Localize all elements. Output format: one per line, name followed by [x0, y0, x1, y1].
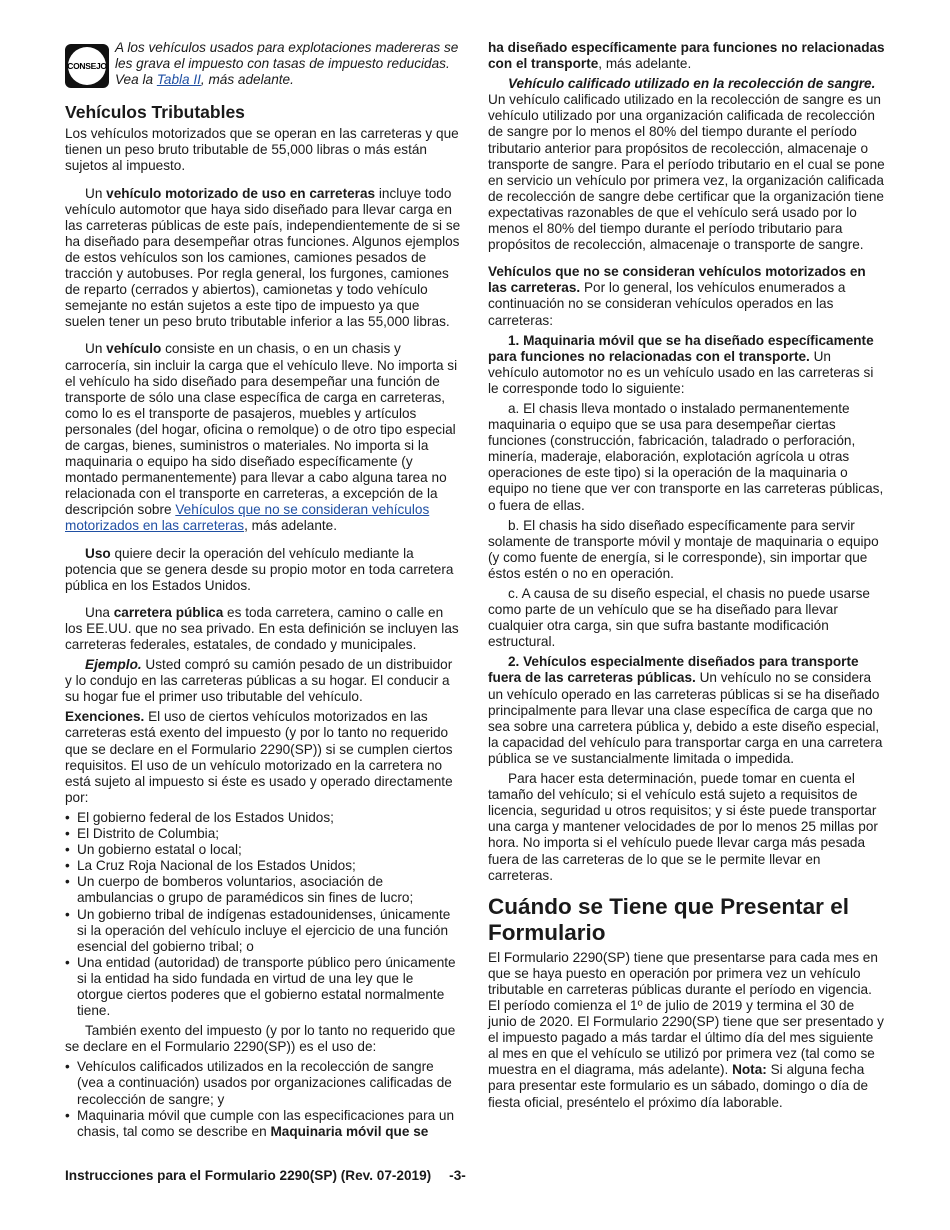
text: El uso de ciertos vehículos motorizados en las carreteras está exento del impuesto (y por lo tanto no requerido que se declare en el Formulario 2290(SP)) si se cumplen ciertos requisitos. El uso de un vehículo motorizado en la carretera no está sujeto al impuesto si éste es usado y operado directamente por:: [65, 709, 453, 805]
section-heading-when-to-file: Cuándo se Tiene que Presentar el Formulario: [488, 893, 849, 945]
term-highway-vehicle: vehículo motorizado de uso en carreteras: [106, 185, 376, 201]
text: Si alguna fecha para presentar este formulario es un sábado, domingo o día de fiesta oficial, preséntelo el próximo día laborable.: [488, 1062, 869, 1110]
term-public-highway: carretera pública: [113, 604, 224, 620]
paragraph-also-exempt: También exento del impuesto (y por lo tanto no requerido que se declare en el Formulario 2290(SP)) es el uso de:: [65, 1023, 456, 1055]
term-example: Ejemplo.: [85, 657, 142, 673]
item-c: c. A causa de su diseño especial, el chasis no puede usarse como parte de un vehículo que se ha diseñado para llevar cualquier otra carga, sin que sufra bastante modificación estructural.: [488, 586, 870, 650]
text: Maquinaria móvil que cumple con las especificaciones para un chasis, tal como se describe en: [77, 1107, 455, 1139]
item-b: b. El chasis ha sido diseñado específicamente para servir solamente de transporte móvil y montaje de maquinaria o equipo (y como fuente de energía, si le corresponde), sin importar que éstos estén o no en operación.: [488, 517, 879, 581]
paragraph-intro: Los vehículos motorizados que se operan en las carreteras y que tienen un peso bruto tributable de 55,000 libras o más están sujetos al impuesto.: [65, 126, 459, 174]
text: El Formulario 2290(SP) tiene que presentarse para cada mes en que se haya puesto en operación por primera vez un vehículo tributable en carreteras públicas durante el período en vigencia. El período comienza el 1º de julio de 2019 y termina el 30 de junio de 2020. El Formulario 2290(SP) tiene que ser presentado y el impuesto pagado a más tardar el último día del mes siguiente al mes en que el vehículo se utilizó por primera vez (tal como se muestra en el diagrama, más adelante).: [488, 949, 884, 1078]
paragraph-highway-vehicle: [65, 186, 462, 331]
item-2: [488, 654, 885, 767]
tip-box: [65, 40, 462, 88]
page-footer: [65, 1168, 466, 1183]
term-vehicle: vehículo: [106, 341, 162, 357]
term-use: Uso: [85, 545, 111, 561]
term-mobile-machinery: Maquinaria móvil que se: [270, 1123, 429, 1139]
term-exemptions: Exenciones.: [65, 709, 145, 725]
list-item: • Un gobierno tribal de indígenas estadounidenses, únicamente si la operación del vehículo incluye el ejercicio de una función esencial del gobierno tribal; o: [65, 907, 462, 955]
paragraph-blood-collector: [488, 76, 885, 253]
paragraph-non-highway: [488, 264, 885, 328]
paragraph-use: [65, 546, 462, 594]
paragraph-exemptions: [65, 709, 462, 806]
paragraph-vehicle-definition: [65, 341, 462, 534]
term-note: Nota:: [732, 1062, 767, 1078]
list-item: • Vehículos calificados utilizados en la recolección de sangre (vea a continuación) usados por organizaciones calificadas de recolección de sangre; y: [65, 1059, 462, 1107]
text: Un: [85, 185, 107, 201]
text: es toda carretera, camino o calle en los EE.UU. que no sea privado. En esta definición se incluyen las carreteras federales, estatales, de condado y municipales.: [65, 604, 459, 652]
paragraph-example: [65, 657, 462, 705]
tip-badge: [68, 47, 106, 85]
text: , más adelante.: [244, 518, 338, 534]
tabla-ii-link[interactable]: Tabla II: [156, 72, 201, 88]
paragraph-determination: Para hacer esta determinación, puede tomar en cuenta el tamaño del vehículo; si el vehículo está sujeto a requisitos de licencia, seguridad u otros requisitos; y si éste puede transportar una carga y mantener velocidades de por lo menos 25 millas por hora. No importa si el vehículo puede llevar carga más pesada fuera de las carreteras de lo que se le permite llevar en carreteras.: [488, 771, 878, 883]
list-item: • Un cuerpo de bomberos voluntarios, asociación de ambulancias o grupo de paramédicos sin fines de lucro;: [65, 874, 462, 906]
list-item: • El gobierno federal de los Estados Unidos;: [65, 810, 462, 826]
text: , más adelante.: [598, 56, 692, 72]
text: Usted compró su camión pesado de un distribuidor y lo condujo en las carreteras públicas a su hogar. El conducir a su hogar fue el primer uso tributable del vehículo.: [65, 657, 453, 705]
item-1: [488, 333, 885, 397]
text: Una: [85, 604, 114, 620]
list-item: • Un gobierno estatal o local;: [65, 842, 462, 858]
text: Un: [85, 341, 107, 357]
paragraph-when-to-file: [488, 950, 885, 1111]
text: incluye todo vehículo automotor que haya sido diseñado para llevar carga en las carreteras públicas de este país, independientemente de si se ha diseñado para desempeñar otras funciones. Algunos ejemplos de estos vehículos son los camiones, camiones pesados de tracción y autobuses. Por regla general, los furgones, camiones de reparto (cerrados y abiertos), camionetas y todo vehículo semejante no están sujetos a este tipo de impuesto ya que suelen tener un peso bruto tributable inferior a las 55,000 libras.: [65, 185, 461, 330]
item-2-title: 2. Vehículos especialmente diseñados para transporte fuera de las carreteras públicas.: [488, 654, 859, 686]
text: Por lo general, los vehículos enumerados a continuación no se consideran vehículos operados en las carreteras:: [488, 280, 846, 328]
non-highway-vehicles-link[interactable]: Vehículos que no se consideran vehículos motorizados en las carreteras: [65, 502, 430, 534]
term-blood-collector: Vehículo calificado utilizado en la recolección de sangre.: [508, 76, 876, 92]
tip-text: [115, 40, 462, 88]
left-column: [65, 40, 462, 1144]
tip-icon-label: CONSEJO: [67, 60, 107, 71]
list-item: • Una entidad (autoridad) de transporte público pero únicamente si la entidad ha sido fundada en virtud de una ley que le otorgue ciertos poderes que el gobierno estatal normalmente tiene.: [65, 955, 462, 1019]
text: Un vehículo automotor no es un vehículo usado en las carreteras si le corresponde todo lo siguiente:: [488, 348, 874, 396]
tip-text-a: A los vehículos usados para explotaciones madereras se les grava el impuesto con tasas de impuesto reducidas. Vea la: [115, 40, 459, 88]
tip-text-b: , más adelante.: [200, 72, 294, 88]
section-heading-taxable-vehicles: Vehículos Tributables: [65, 102, 245, 123]
term-non-highway: Vehículos que no se consideran vehículos motorizados en las carreteras.: [488, 264, 866, 296]
list-item: [65, 1108, 462, 1140]
list-item: • La Cruz Roja Nacional de los Estados Unidos;: [65, 858, 462, 874]
text: quiere decir la operación del vehículo mediante la potencia que se genera desde su propio motor en toda carretera pública en los Estados Unidos.: [65, 545, 454, 593]
paragraph-continued: [488, 40, 885, 72]
right-column: [488, 40, 885, 1122]
item-a: a. El chasis lleva montado o instalado permanentemente maquinaria o equipo que se usa para desempeñar ciertas funciones (construcción, fabricación, taladrado o perforación, minería, maderaje, elaboración, explotación agrícola u otras operaciones de este tipo) si la operación de la maquinaria o equipo no tiene que ver con transporte en las carreteras públicas, o fuera de ellas.: [488, 400, 884, 513]
text: Un vehículo no se considera un vehículo operado en las carreteras públicas si se ha diseñado principalmente para llevar una clase específica de carga que no sea sobre una carretera pública y, debido a este diseño especial, la capacidad del vehículo para transportar carga en una carretera pública se ve sustancialmente limitada o impedida.: [488, 670, 883, 766]
consejo-tip-icon: [65, 44, 109, 88]
paragraph-public-highway: [65, 605, 462, 653]
text: consiste en un chasis, o en un chasis y carrocería, sin incluir la carga que el vehículo lleve. No importa si el vehículo ha sido diseñado para desempeñar una función de transporte de sólo una clase específica de carga en carreteras, como lo es el transporte de pasajeros, muebles y artículos personales (del hogar, oficina o remolque) o de otro tipo especial de cargas, bienes, suministros o materiales. No importa si la maquinaria o equipo ha sido diseñado específicamente (y montado permanentemente) para llevar a cabo alguna tarea no relacionada con el transporte en carreteras, a excepción de la descripción sobre: [65, 341, 458, 518]
text: Un vehículo calificado utilizado en la recolección de sangre es un vehículo utilizado por una organización calificada de recolección de sangre por lo menos el 80% del tiempo durante el período tributario anterior para propósitos de recolección, almacenaje o transporte de sangre. Para el período tributario en el cual se pone en servicio un vehículo por primera vez, la organización calificada de recolección de sangre debe certificar que la organización tiene expectativas razonables de que el vehículo será usado por lo menos el 80% del tiempo durante el período tributario para propósitos de recolección, almacenaje o transporte de sangre.: [488, 92, 885, 253]
list-item: • El Distrito de Columbia;: [65, 826, 462, 842]
footer-title: Instrucciones para el Formulario 2290(SP) (Rev. 07-2019): [65, 1168, 432, 1183]
item-1-title: 1. Maquinaria móvil que se ha diseñado específicamente para funciones no relacionadas con el transporte.: [488, 332, 874, 364]
exempt-entities-list: [65, 810, 462, 1019]
also-exempt-list: [65, 1059, 462, 1139]
page-number: -3-: [449, 1168, 466, 1183]
term-mobile-machinery-cont: ha diseñado específicamente para funciones no relacionadas con el transporte: [488, 40, 885, 72]
